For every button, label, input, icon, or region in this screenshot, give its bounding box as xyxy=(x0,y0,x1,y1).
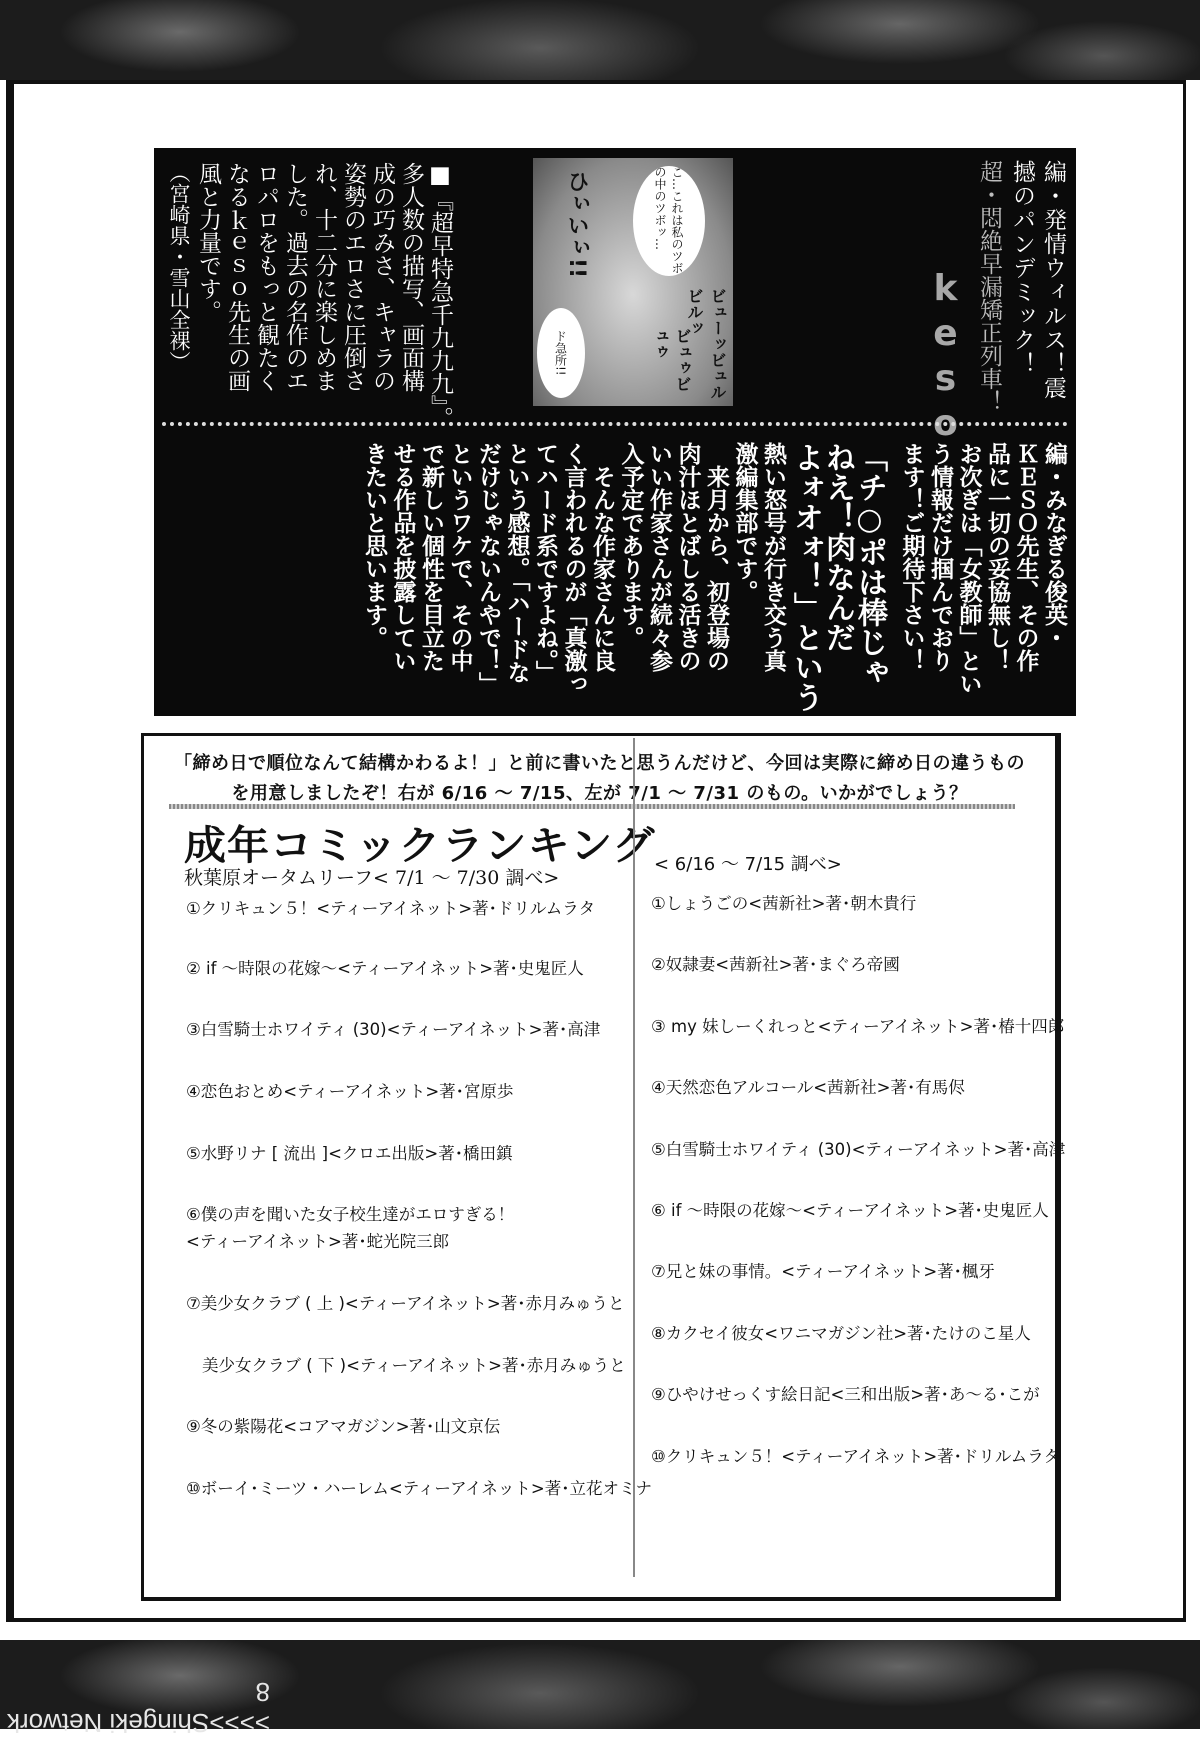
closing-column: だけじゃないんやで！」 xyxy=(475,442,501,695)
editor-column: お次ぎは「女教師」とい xyxy=(955,442,982,695)
ranking-item: ⑨ひやけせっくす絵日記<三和出版>著･あ～る･こが xyxy=(651,1385,1040,1405)
shout-column: よォオォ！」という xyxy=(788,442,823,712)
article-subtitle: 超・悶絶早漏矯正列車！ xyxy=(976,160,1002,413)
ranking-item: ⑩クリキュン５！<ティーアイネット>著･ドリルムラタ xyxy=(651,1446,1061,1466)
hatched-divider xyxy=(169,804,1015,809)
shout-column: 「チ○ポは棒じゃ xyxy=(852,442,887,687)
ranking-item: ⑦兄と妹の事情。<ティーアイネット>著･楓牙 xyxy=(651,1262,995,1282)
sound-effect: ビュゥビュゥ xyxy=(650,328,692,392)
review-source: （宮崎県・雪山全裸） xyxy=(167,162,191,372)
manga-panel-image xyxy=(533,158,733,406)
closing-column: いい作家さんが続々参 xyxy=(646,442,672,672)
right-ranking-header: < 6/16 ～ 7/15 調べ> xyxy=(654,854,842,875)
speech-bubble: こ…これは私のツボの中のツボッ… xyxy=(633,166,705,276)
ranking-item: ⑤白雪騎士ホワイティ (30)<ティーアイネット>著･高津 xyxy=(651,1139,1066,1159)
editor-column: 編・みなぎる俊英・ xyxy=(1041,442,1067,649)
ranking-item: ⑧カクセイ彼女<ワニマガジン社>著･たけのこ星人 xyxy=(651,1323,1031,1343)
ranking-item: ⑦美少女クラブ ( 上 )<ティーアイネット>著･赤月みゅうと xyxy=(186,1294,625,1313)
closing-column: そんな作家さんに良 xyxy=(589,442,615,672)
headline xyxy=(1006,160,1068,400)
ranking-item: ⑤水野リナ [ 流出 ]<クロエ出版>著･橋田鎮 xyxy=(186,1144,513,1163)
review-column: した。過去の名作のエ xyxy=(282,162,308,392)
header-texture-band xyxy=(0,0,1200,80)
ranking-item: 美少女クラブ ( 下 )<ティーアイネット>著･赤月みゅうと xyxy=(202,1356,626,1375)
dotted-divider xyxy=(162,422,1068,426)
closing-column: 来月から、初登場の xyxy=(703,442,729,672)
reader-review xyxy=(164,162,454,430)
ranking-item: ①しょうごの<茜新社>著･朝木貴行 xyxy=(651,894,917,913)
author-logo: keso xyxy=(925,268,966,448)
editor-comment xyxy=(360,442,1069,712)
article-box xyxy=(154,148,1076,716)
closing-column: 肉汁ほとばしる活きの xyxy=(674,442,701,672)
review-column: 風と力量です。 xyxy=(195,162,221,323)
closing-column: く言われるのが「真激っ xyxy=(560,442,587,695)
footer-page-label: >>>>Shingeki Network 8 xyxy=(6,1677,270,1738)
closing-column: という感想。「ハードな xyxy=(503,442,530,684)
shout-column: ねえ！肉なんだ xyxy=(820,442,855,652)
footer-texture-band xyxy=(0,1640,1200,1738)
speech-bubble: ド急所!! xyxy=(537,308,585,398)
editor-column: ます！ご期待下さい！ xyxy=(898,442,925,672)
review-column: 姿勢のエロさに圧倒さ xyxy=(340,162,366,392)
ranking-item: ⑥ if ～時限の花嫁～<ティーアイネット>著･史鬼匠人 xyxy=(651,1201,1049,1220)
review-column: ロパロをもっと観たく xyxy=(253,162,279,392)
ranking-item: ② if ～時限の花嫁～<ティーアイネット>著･史鬼匠人 xyxy=(186,959,584,978)
headline-column: 撼のパンデミック！ xyxy=(1009,160,1035,376)
ranking-title: 成年コミックランキング xyxy=(184,823,656,869)
ranking-item: ①クリキュン５！<ティーアイネット>著･ドリルムラタ xyxy=(186,899,596,918)
ranking-item: ③ my 妹しーくれっと<ティーアイネット>著･椿十四郎 xyxy=(651,1016,1065,1036)
headline-column: 編・発情ウィルス！震 xyxy=(1040,160,1066,400)
ranking-item: ③白雪騎士ホワイティ (30)<ティーアイネット>著･高津 xyxy=(186,1020,601,1039)
closing-column: きたいと思います。 xyxy=(361,442,387,649)
comic-ranking-box xyxy=(141,733,1066,1601)
closing-column: 激編集部です。 xyxy=(731,442,758,603)
review-column: れ、十二分に楽しめま xyxy=(311,162,337,392)
closing-column: というワケで、その中 xyxy=(446,442,473,672)
ranking-item: ④天然恋色アルコール<茜新社>著･有馬侭 xyxy=(651,1078,965,1098)
closing-column: せる作品を披露してい xyxy=(389,442,416,672)
review-column: なるｋｅｓｏ先生の画 xyxy=(224,162,250,392)
editor-column: ＫＥＳＯ先生、その作 xyxy=(1012,442,1039,672)
closing-column: 熱い怒号が行き交う真 xyxy=(760,442,786,672)
ranking-item: ⑥僕の声を聞いた女子校生達がエロすぎる！ xyxy=(186,1205,515,1224)
closing-column: で新しい個性を目立た xyxy=(418,442,444,672)
ranking-item: ④恋色おとめ<ティーアイネット>著･宮原歩 xyxy=(186,1082,514,1101)
ranking-item: ⑨冬の紫陽花<コアマガジン>著･山文京伝 xyxy=(186,1417,501,1436)
review-column: 多人数の描写、画面構 xyxy=(398,162,424,392)
ranking-intro: 「締め日で順位なんて結構かわるよ！」と前に書いたと思うんだけど、今回は実際に締め日の違うもの xyxy=(174,753,1025,774)
closing-column: てハード系ですよね。」 xyxy=(532,442,558,684)
column-divider xyxy=(633,738,635,1577)
ranking-item: <ティーアイネット>著･蛇光院三郎 xyxy=(186,1232,450,1251)
ranking-item: ⑩ボーイ･ミーツ・ハーレム<ティーアイネット>著･立花オミナ xyxy=(186,1479,652,1498)
sound-effect: ひぃいぃ!! xyxy=(564,170,589,279)
ranking-intro: を用意しましたぞ！右が 6/16 ～ 7/15、左が 7/1 ～ 7/31 のもの。いかがでしょう？ xyxy=(231,783,968,804)
sound-effect: ビューッビュルビルッ xyxy=(685,288,727,400)
review-column: 成の巧みさ、キャラの xyxy=(369,162,395,392)
review-column: ■『超早特急千九九九』。 xyxy=(427,162,453,430)
editor-column: 品に一切の妥協無し！ xyxy=(984,442,1010,672)
closing-column: 入予定であります。 xyxy=(617,442,644,649)
left-ranking-subtitle: 秋葉原オータムリーフ< 7/1 ～ 7/30 調べ> xyxy=(184,867,560,889)
ranking-item: ②奴隷妻<茜新社>著･まぐろ帝國 xyxy=(651,955,900,975)
editor-column: う情報だけ掴んでおり xyxy=(927,442,953,672)
